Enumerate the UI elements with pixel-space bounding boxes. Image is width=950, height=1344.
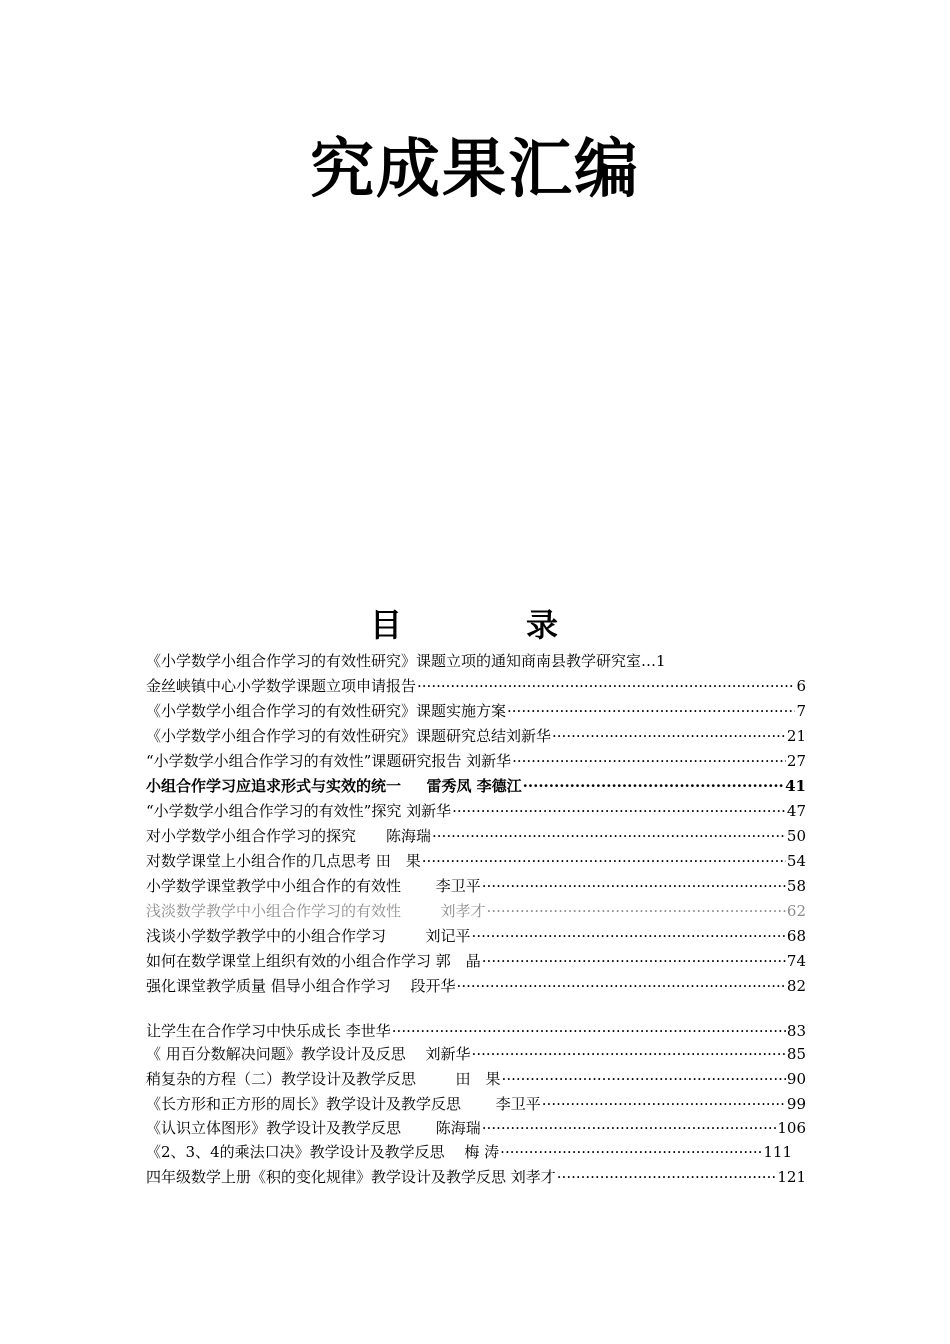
toc-leader-dots: [472, 1045, 786, 1063]
toc-entry-page: 74: [786, 952, 806, 970]
toc-entry-title: 《长方形和正方形的周长》教学设计及教学反思 李卫平: [146, 1095, 541, 1113]
toc-entry-title: 四年级数学上册《积的变化规律》教学设计及教学反思 刘孝才: [146, 1168, 556, 1186]
toc-leader-dots: [487, 902, 786, 920]
toc-entry[interactable]: [146, 1117, 806, 1139]
toc-heading: [370, 600, 570, 644]
toc-leader-dots: [523, 777, 784, 795]
toc-entry-title: 如何在数学课堂上组织有效的小组合作学习 郭 晶: [146, 952, 481, 970]
toc-entry-title: 《小学数学小组合作学习的有效性研究》课题实施方案: [146, 702, 507, 720]
toc-entry-page: 121: [777, 1168, 806, 1186]
toc-entry-page: 85: [786, 1045, 806, 1063]
toc-entry[interactable]: [146, 825, 806, 847]
toc-entry-title: 《认识立体图形》教学设计及教学反思 陈海瑞: [146, 1119, 481, 1137]
toc-entry[interactable]: [146, 1141, 792, 1163]
toc-leader-dots: [432, 827, 786, 845]
toc-entry-title: 《 用百分数解决问题》教学设计及反思 刘新华: [146, 1045, 471, 1063]
toc-entry-page: 82: [786, 977, 806, 995]
toc-entry[interactable]: [146, 1043, 806, 1065]
toc-entry-title: 《小学数学小组合作学习的有效性研究》课题立项的通知商南县教学研究室…: [146, 652, 657, 670]
toc-entry-title: 稍复杂的方程（二）教学设计及教学反思 田 果: [146, 1070, 501, 1088]
toc-leader-dots: [392, 1022, 786, 1040]
toc-entry-page: 27: [786, 752, 806, 770]
toc-entry[interactable]: [146, 1068, 806, 1090]
toc-entry[interactable]: [146, 750, 806, 772]
toc-leader-dots: [557, 1168, 777, 1186]
page-title: 究成果汇编: [310, 133, 640, 207]
toc-leader-dots: [422, 852, 786, 870]
toc-entry-page: 47: [786, 802, 806, 820]
toc-entry[interactable]: [146, 1093, 806, 1115]
toc-entry-page: 106: [777, 1119, 806, 1137]
toc-entry[interactable]: [146, 775, 806, 797]
toc-entry-page: 90: [786, 1070, 806, 1088]
toc-leader-dots: [512, 752, 786, 770]
toc-leader-dots: [482, 1119, 777, 1137]
toc-entry-title: 浅淡数学教学中小组合作学习的有效性 刘孝才: [146, 902, 486, 920]
toc-entry-title: “小学数学小组合作学习的有效性”课题研究报告 刘新华: [146, 752, 512, 770]
toc-entry-page: 62: [786, 902, 806, 920]
toc-entry-page: 83: [786, 1022, 806, 1040]
toc-entry-page: 111: [763, 1143, 792, 1161]
toc-entry[interactable]: [146, 650, 806, 672]
toc-entry[interactable]: [146, 1020, 806, 1042]
toc-entry-title: 对小学数学小组合作学习的探究 陈海瑞: [146, 827, 432, 845]
toc-entry[interactable]: [146, 700, 806, 722]
toc-entry[interactable]: [146, 925, 806, 947]
toc-heading-char-1: 目: [370, 606, 403, 644]
toc-entry-title: 金丝峡镇中心小学数学课题立项申请报告: [146, 677, 417, 695]
toc-leader-dots: [457, 977, 786, 995]
toc-entry[interactable]: [146, 950, 806, 972]
toc-entry-page: 54: [786, 852, 806, 870]
toc-entry-page: 7: [796, 702, 806, 720]
toc-entry-title: “小学数学小组合作学习的有效性”探究 刘新华: [146, 802, 452, 820]
toc-leader-dots: [417, 677, 795, 695]
toc-entry-title: 对数学课堂上小组合作的几点思考 田 果: [146, 852, 421, 870]
toc-leader-dots: [507, 702, 795, 720]
toc-entry[interactable]: [146, 875, 806, 897]
toc-entry-title: 让学生在合作学习中快乐成长 李世华: [146, 1022, 391, 1040]
toc-leader-dots: [482, 952, 786, 970]
toc-leader-dots: [482, 877, 786, 895]
toc-entry[interactable]: [146, 975, 806, 997]
toc-entry-title: 《2、3、4的乘法口决》教学设计及教学反思 梅 涛: [146, 1143, 500, 1161]
toc-entry-page: 99: [786, 1095, 806, 1113]
toc-entry-page: 6: [796, 677, 806, 695]
toc-entry-page: 41: [785, 777, 806, 795]
toc-leader-dots: [472, 927, 786, 945]
toc-leader-dots: [500, 1143, 762, 1161]
toc-entry-page: 50: [786, 827, 806, 845]
toc-entry[interactable]: [146, 1166, 806, 1188]
toc-entry-title: 小学数学课堂教学中小组合作的有效性 李卫平: [146, 877, 481, 895]
toc-leader-dots: [552, 727, 786, 745]
toc-entry-title: 小组合作学习应追求形式与实效的统一 雷秀凤 李德江: [146, 777, 522, 795]
toc-entry-title: 浅谈小学数学教学中的小组合作学习 刘记平: [146, 927, 471, 945]
toc-entry-page: 58: [786, 877, 806, 895]
toc-entry[interactable]: [146, 675, 806, 697]
toc-entry[interactable]: [146, 800, 806, 822]
toc-entry-page: 1: [656, 652, 666, 670]
toc-entry-page: 68: [786, 927, 806, 945]
toc-entry[interactable]: [146, 900, 806, 922]
toc-heading-char-2: 录: [526, 606, 559, 644]
toc-leader-dots: [542, 1095, 786, 1113]
toc-entry[interactable]: [146, 850, 806, 872]
toc-entry-title: 《小学数学小组合作学习的有效性研究》课题研究总结刘新华: [146, 727, 552, 745]
toc-entry[interactable]: [146, 725, 806, 747]
toc-leader-dots: [502, 1070, 786, 1088]
toc-leader-dots: [452, 802, 786, 820]
toc-entry-title: 强化课堂教学质量 倡导小组合作学习 段开华: [146, 977, 456, 995]
toc-entry-page: 21: [786, 727, 806, 745]
